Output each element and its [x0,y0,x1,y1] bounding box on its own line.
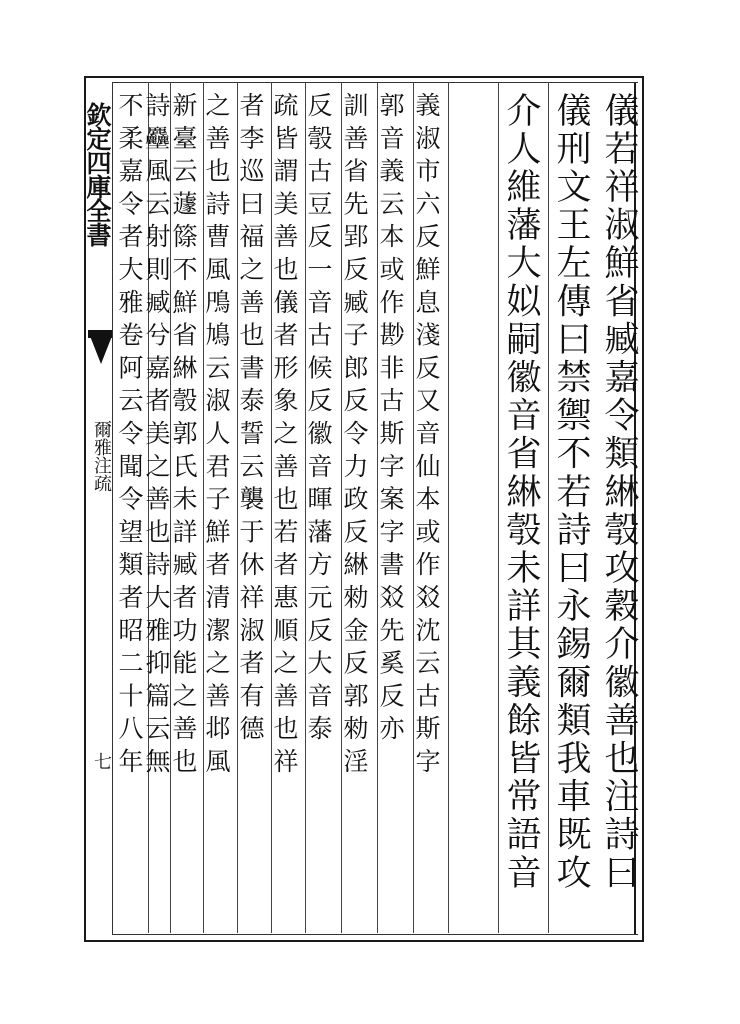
text-column-3: 介人維藩大姒嗣徽音省綝彀未詳其義餘皆常語音 [501,92,541,893]
text-column-12: 詩𪋻風云射則臧兮嘉者美之善也詩大雅抑篇云無 [142,92,171,781]
text-column-7: 反彀古豆反一音古候反徽音暉藩方元反大音泰 [304,92,333,748]
text-column-10: 之善也詩曹風鳲鳩云淑人君子鮮者清潔之善邶風 [202,92,231,781]
text-column-1: 儀若祥淑鮮省臧嘉令類綝彀攻穀介徽善也注詩曰 [599,92,639,893]
margin-page-number: 七 [91,752,112,770]
text-column-11: 新臺云蘧篨不鮮省綝彀郭氏未詳臧者功能之善也 [169,92,198,781]
text-column-9: 者李巡曰福之善也書泰誓云襲于休祥淑者有德 [236,92,265,748]
text-column-2: 儀刑文王左傳曰禁禦不若詩曰永錫爾類我車既攻 [551,92,591,893]
text-column-5: 郭音義云本或作尠非古斯字案字書㸚先奚反亦 [376,92,405,748]
margin-title: 欽定四庫全書 [83,102,112,246]
frame-top-rule [112,82,638,83]
column-rule [448,83,449,933]
text-column-8: 疏皆謂美善也儀者形象之善也若者惠順之善也祥 [270,92,299,781]
margin-book-title: 爾雅注疏 [91,420,112,492]
text-column-6: 訓善省先郢反臧子郎反令力政反綝勑金反郭勑淫 [340,92,369,781]
fishtail-mark [90,336,112,364]
text-column-4: 義淑市六反鮮息淺反又音仙本或作㸚沈云古斯字 [412,92,441,781]
text-column-13: 不柔嘉令者大雅卷阿云令聞令望類者昭二十八年 [115,92,144,781]
frame-bottom-rule [112,934,638,935]
